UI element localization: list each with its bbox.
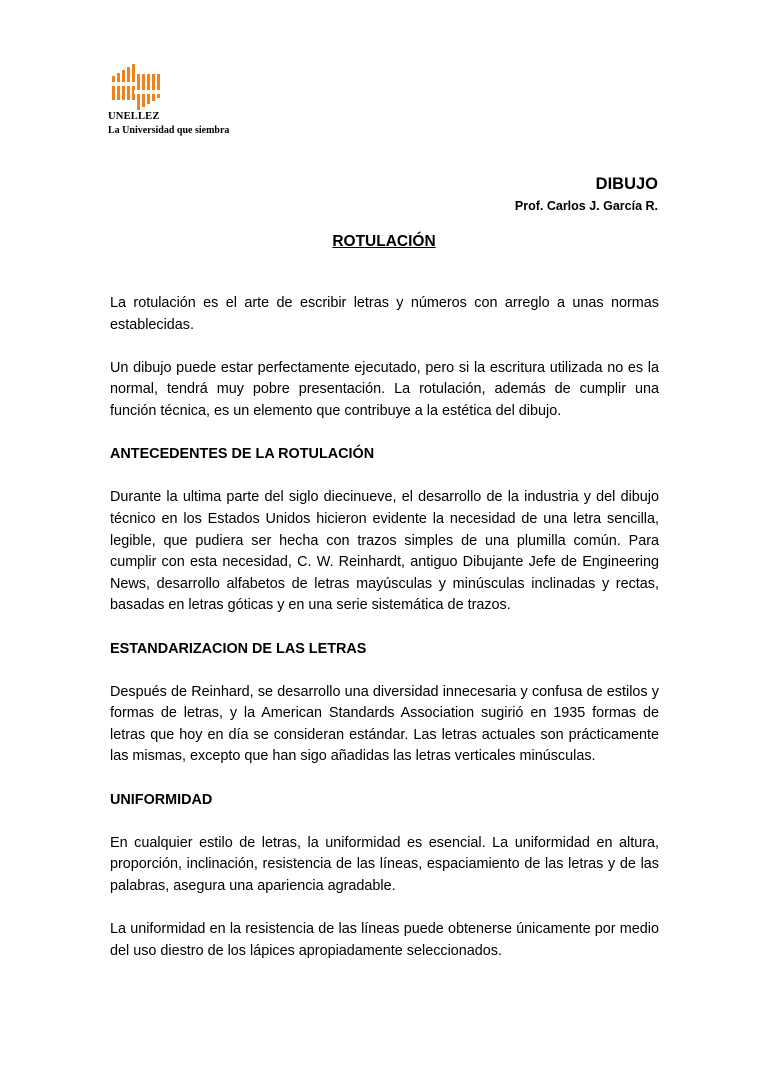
- section-paragraph: Después de Reinhard, se desarrollo una diversidad innecesaria y confusa de estilos y formas de letras, y la American Standards Association sugirió en 1935 formas de letras que hoy en día se consideran estándar. Las letras actuales son prácticamente las mismas, excepto que han sigo añadidas las letras verticales minúsculas.: [110, 683, 659, 765]
- subject-title: DIBUJO: [595, 175, 658, 193]
- logo-slogan: La Universidad que siembra: [108, 125, 230, 136]
- section-heading-antecedentes: ANTECEDENTES DE LA ROTULACIÓN: [110, 446, 375, 463]
- unellez-logo-mark-icon: [110, 64, 160, 110]
- section-paragraph: La uniformidad en la resistencia de las líneas puede obtenerse únicamente por medio del uso diestro de los lápices apropiadamente seleccionados.: [110, 921, 659, 959]
- professor-name: Prof. Carlos J. García R.: [514, 199, 658, 213]
- section-heading-estandarizacion: ESTANDARIZACION DE LAS LETRAS: [110, 640, 367, 657]
- intro-paragraph: La rotulación es el arte de escribir letras y números con arreglo a unas normas establecidas.: [110, 295, 659, 333]
- document-body: [110, 293, 659, 984]
- section-paragraph: En cualquier estilo de letras, la uniformidad es esencial. La uniformidad en altura, proporción, inclinación, resistencia de las líneas, espaciamiento de las letras y de las palabras, asegura una apariencia agradable.: [110, 834, 659, 895]
- section-paragraph: Durante la ultima parte del siglo diecinueve, el desarrollo de la industria y del dibujo técnico en los Estados Unidos hicieron evidente la necesidad de una letra sencilla, legible, que pudiera ser hecha con trazos simples de una plumilla común. Para cumplir con esta necesidad, C. W. Reinhardt, antiguo Dibujante Jefe de Engineering News, desarrollo alfabetos de letras mayúsculas y minúsculas inclinadas y rectas, basadas en letras góticas y en una serie sistemática de trazos.: [110, 489, 659, 614]
- intro-paragraph: Un dibujo puede estar perfectamente ejecutado, pero si la escritura utilizada no es la normal, tendrá muy pobre presentación. La rotulación, además de cumplir una función técnica, es un elemento que contribuye a la estética del dibujo.: [110, 359, 659, 419]
- logo-name: UNELLEZ: [108, 111, 160, 122]
- document-title: ROTULACIÓN: [332, 233, 436, 250]
- unellez-logo: [108, 64, 248, 144]
- section-heading-uniformidad: UNIFORMIDAD: [110, 791, 213, 808]
